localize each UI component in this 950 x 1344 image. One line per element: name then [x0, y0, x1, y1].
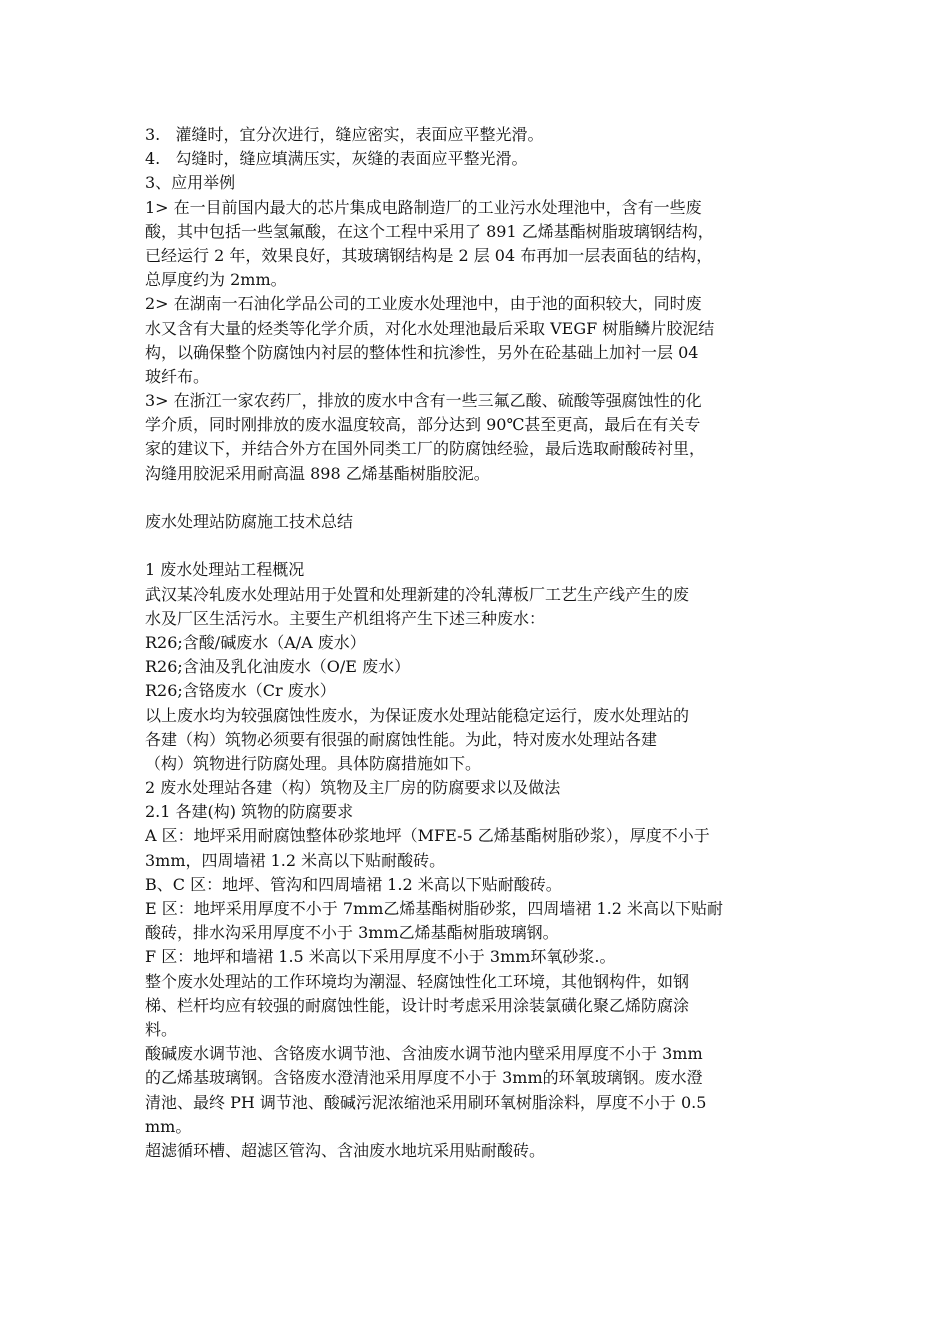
- text-line: 总厚度约为 2mm。: [145, 270, 287, 290]
- text-line: 构，以确保整个防腐蚀内衬层的整体性和抗渗性，另外在砼基础上加衬一层 04: [145, 342, 699, 362]
- text-line: 已经运行 2 年，效果良好，其玻璃钢结构是 2 层 04 布再加一层表面毡的结构，: [145, 245, 713, 265]
- text-line: 家的建议下，并结合外方在国外同类工厂的防腐蚀经验，最后选取耐酸砖衬里，: [145, 439, 706, 459]
- text-line: F 区：地坪和墙裙 1.5 米高以下采用厚度不小于 3mm环氧砂浆.。: [145, 947, 616, 967]
- text-line: 水及厂区生活污水。主要生产机组将产生下述三种废水：: [145, 608, 546, 628]
- text-line: R26;含酸/碱废水（A/A 废水）: [145, 632, 366, 652]
- text-line: 各建（构）筑物必须要有很强的耐腐蚀性能。为此，特对废水处理站各建: [145, 729, 658, 749]
- text-line: 1 废水处理站工程概况: [145, 560, 305, 580]
- text-line: 沟缝用胶泥采用耐高温 898 乙烯基酯树脂胶泥。: [145, 463, 490, 483]
- text-line: 的乙烯基玻璃钢。含铬废水澄清池采用厚度不小于 3mm的环氧玻璃钢。废水澄: [145, 1068, 703, 1088]
- document-page: [145, 123, 815, 1163]
- text-line: 1> 在一目前国内最大的芯片集成电路制造厂的工业污水处理池中，含有一些废: [145, 197, 702, 217]
- blank-line: [145, 486, 815, 510]
- text-line: 4. 勾缝时，缝应填满压实，灰缝的表面应平整光滑。: [145, 149, 528, 169]
- text-line: R26;含油及乳化油废水（O/E 废水）: [145, 657, 411, 677]
- text-line: R26;含铬废水（Cr 废水）: [145, 681, 336, 701]
- text-line: 学介质，同时刚排放的废水温度较高，部分达到 90℃甚至更高，最后在有关专: [145, 415, 701, 435]
- text-line: 整个废水处理站的工作环境均为潮湿、轻腐蚀性化工环境，其他钢构件，如钢: [145, 971, 690, 991]
- text-line: 酸，其中包括一些氢氟酸，在这个工程中采用了 891 乙烯基酯树脂玻璃钢结构，: [145, 221, 714, 241]
- text-line: （构）筑物进行防腐处理。具体防腐措施如下。: [145, 753, 482, 773]
- text-line: 3mm，四周墙裙 1.2 米高以下贴耐酸砖。: [145, 850, 446, 870]
- text-line: 以上废水均为较强腐蚀性废水，为保证废水处理站能稳定运行，废水处理站的: [145, 705, 690, 725]
- text-line: 料。: [145, 1019, 178, 1039]
- text-line: 2> 在湖南一石油化学品公司的工业废水处理池中，由于池的面积较大，同时废: [145, 294, 702, 314]
- text-line: 武汉某冷轧废水处理站用于处置和处理新建的冷轧薄板厂工艺生产线产生的废: [145, 584, 690, 604]
- text-line: 3. 灌缝时，宜分次进行，缝应密实，表面应平整光滑。: [145, 125, 544, 144]
- text-line: 水又含有大量的烃类等化学介质，对化水处理池最后采取 VEGF 树脂鳞片胶泥结: [145, 318, 715, 338]
- text-line: 酸碱废水调节池、含铬废水调节池、含油废水调节池内壁采用厚度不小于 3mm: [145, 1044, 703, 1064]
- text-line: 废水处理站防腐施工技术总结: [145, 512, 354, 531]
- text-line: 超滤循环槽、超滤区管沟、含油废水地坑采用贴耐酸砖。: [145, 1140, 546, 1160]
- text-line: A 区：地坪采用耐腐蚀整体砂浆地坪（MFE-5 乙烯基酯树脂砂浆），厚度不小于: [145, 826, 710, 846]
- text-line: 梯、栏杆均应有较强的耐腐蚀性能，设计时考虑采用涂装氯磺化聚乙烯防腐涂: [145, 995, 690, 1015]
- text-line: 3> 在浙江一家农药厂，排放的废水中含有一些三氟乙酸、硫酸等强腐蚀性的化: [145, 391, 702, 411]
- text-line: 清池、最终 PH 调节池、酸碱污泥浓缩池采用刷环氧树脂涂料，厚度不小于 0.5: [145, 1092, 707, 1112]
- text-line: E 区：地坪采用厚度不小于 7mm乙烯基酯树脂砂浆，四周墙裙 1.2 米高以下贴耐: [145, 899, 723, 918]
- text-line: 玻纤布。: [145, 366, 210, 386]
- text-line: B、C 区：地坪、管沟和四周墙裙 1.2 米高以下贴耐酸砖。: [145, 874, 562, 894]
- text-line: 3、应用举例: [145, 173, 236, 193]
- text-line: 2 废水处理站各建（构）筑物及主厂房的防腐要求以及做法: [145, 778, 561, 798]
- text-line: 酸砖，排水沟采用厚度不小于 3mm乙烯基酯树脂玻璃钢。: [145, 923, 559, 943]
- text-line: 2.1 各建(构) 筑物的防腐要求: [145, 802, 354, 822]
- blank-line: [145, 534, 815, 558]
- text-line: mm。: [145, 1116, 192, 1136]
